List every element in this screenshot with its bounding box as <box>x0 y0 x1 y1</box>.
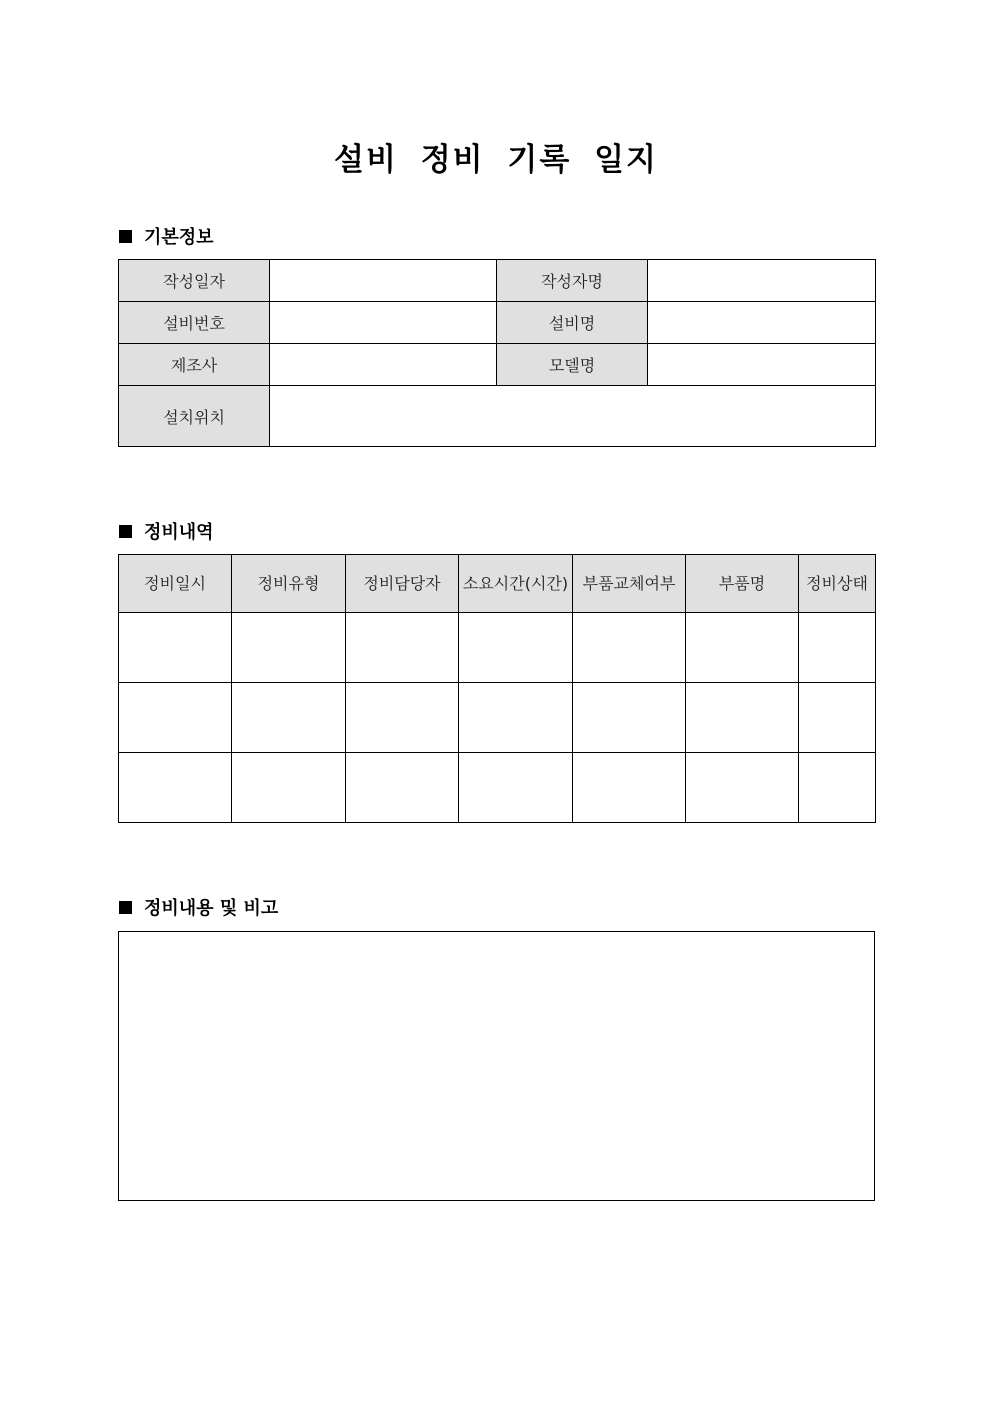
input-cell-equipment-number[interactable] <box>270 302 497 344</box>
section-heading-label: 정비내역 <box>144 522 214 543</box>
table-cell[interactable] <box>459 683 573 753</box>
table-cell[interactable] <box>119 753 232 823</box>
label-cell: 제조사 <box>119 344 270 386</box>
table-cell[interactable] <box>799 683 876 753</box>
table-row <box>119 344 876 386</box>
table-cell[interactable] <box>686 683 799 753</box>
table-header-row <box>119 555 876 613</box>
table-cell[interactable] <box>573 613 686 683</box>
label-cell: 작성자명 <box>497 260 648 302</box>
label-cell: 작성일자 <box>119 260 270 302</box>
table-cell[interactable] <box>573 753 686 823</box>
section-heading-basic-info <box>119 223 214 249</box>
table-cell[interactable] <box>459 613 573 683</box>
column-header: 정비일시 <box>119 555 232 613</box>
column-header: 부품명 <box>686 555 799 613</box>
table-cell[interactable] <box>686 613 799 683</box>
section-heading-label: 정비내용 및 비고 <box>144 898 279 919</box>
table-cell[interactable] <box>232 753 346 823</box>
table-row <box>119 753 876 823</box>
maintenance-history-table <box>118 554 876 823</box>
table-row <box>119 302 876 344</box>
input-cell-manufacturer[interactable] <box>270 344 497 386</box>
table-cell[interactable] <box>232 613 346 683</box>
square-bullet-icon <box>119 230 132 243</box>
table-row <box>119 260 876 302</box>
label-cell: 설비명 <box>497 302 648 344</box>
square-bullet-icon <box>119 901 132 914</box>
table-cell[interactable] <box>799 613 876 683</box>
table-row <box>119 386 876 447</box>
label-cell: 설치위치 <box>119 386 270 447</box>
table-cell[interactable] <box>346 613 459 683</box>
table-cell[interactable] <box>686 753 799 823</box>
table-row <box>119 683 876 753</box>
section-heading-notes <box>119 894 278 920</box>
table-cell[interactable] <box>346 683 459 753</box>
input-cell-equipment-name[interactable] <box>648 302 876 344</box>
section-heading-label: 기본정보 <box>144 227 214 248</box>
table-cell[interactable] <box>799 753 876 823</box>
column-header: 소요시간(시간) <box>459 555 573 613</box>
input-cell-written-date[interactable] <box>270 260 497 302</box>
column-header: 정비상태 <box>799 555 876 613</box>
table-cell[interactable] <box>346 753 459 823</box>
label-cell: 설비번호 <box>119 302 270 344</box>
table-cell[interactable] <box>573 683 686 753</box>
table-row <box>119 613 876 683</box>
basic-info-table <box>118 259 876 447</box>
notes-textarea[interactable] <box>118 931 875 1201</box>
column-header: 부품교체여부 <box>573 555 686 613</box>
table-cell[interactable] <box>459 753 573 823</box>
section-heading-maintenance-history <box>119 518 214 544</box>
page-title: 설비 정비 기록 일지 <box>334 142 658 178</box>
column-header: 정비유형 <box>232 555 346 613</box>
input-cell-install-location[interactable] <box>270 386 876 447</box>
input-cell-author-name[interactable] <box>648 260 876 302</box>
column-header: 정비담당자 <box>346 555 459 613</box>
table-cell[interactable] <box>119 683 232 753</box>
label-cell: 모델명 <box>497 344 648 386</box>
table-cell[interactable] <box>119 613 232 683</box>
input-cell-model-name[interactable] <box>648 344 876 386</box>
square-bullet-icon <box>119 525 132 538</box>
table-cell[interactable] <box>232 683 346 753</box>
